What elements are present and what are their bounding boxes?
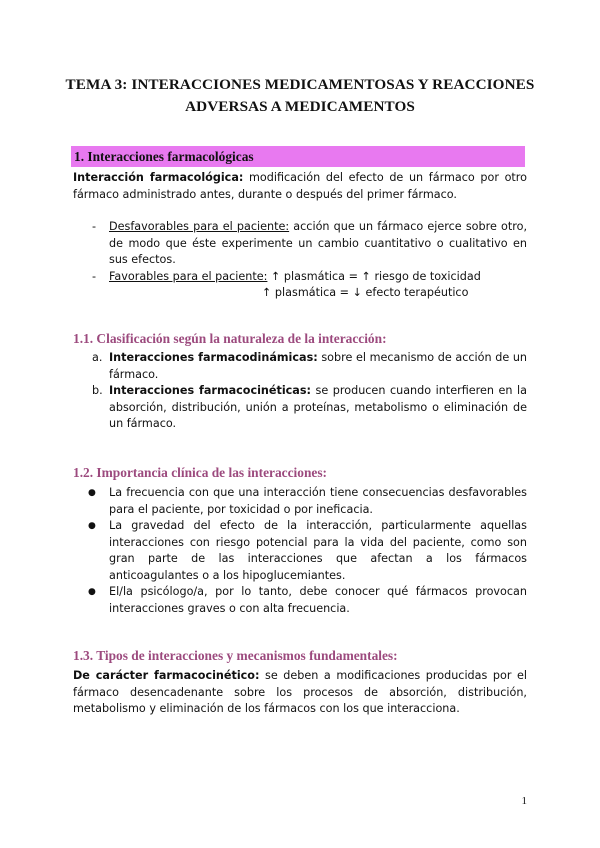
bullet-marker: ●: [88, 521, 96, 531]
dash-marker: -: [92, 220, 97, 233]
item-text: ↑ plasmática = ↑ riesgo de toxicidad: [267, 269, 481, 283]
subheading-tipos: 1.3. Tipos de interacciones y mecanismos fundamentales:: [73, 648, 398, 663]
definition-text: modificación del efecto de un fármaco por otro fármaco administrado antes, durante o después del primer fármaco.: [73, 171, 527, 201]
list-item-psicologo: [88, 584, 527, 617]
definition-term: Interacción farmacológica:: [73, 171, 244, 184]
page-number: 1: [521, 795, 527, 807]
letter-marker: b.: [92, 384, 103, 397]
item-text: acción que un fármaco ejerce sobre otro, de modo que éste experimente un cambio cuantitativo o cualitativo en sus efectos.: [109, 220, 527, 266]
subheading-clasificacion: 1.1. Clasificación según la naturaleza de la interacción:: [73, 331, 387, 346]
item-term: Favorables para el paciente:: [109, 269, 268, 283]
list-item-gravedad: [88, 518, 527, 584]
classification-list: [92, 350, 527, 433]
pharmacokinetic-paragraph: [73, 668, 527, 718]
paragraph-term: De carácter farmacocinético:: [73, 669, 260, 682]
list-item-farmacodinamicas: [92, 350, 527, 383]
importance-list: [88, 485, 527, 617]
document-title: [40, 74, 560, 118]
item-text: ↑ plasmática = ↓ efecto terapéutico: [262, 286, 469, 299]
item-text: La gravedad del efecto de la interacción, particularmente aquellas interacciones con riesgo potencial para la vida del paciente, como son gran parte de las interacciones que afectan a los fármacos anticoagulantes o a los hipoglucemiantes.: [109, 519, 527, 582]
list-item-desfavorables: [92, 219, 527, 269]
item-text: El/la psicólogo/a, por lo tanto, debe conocer qué fármacos provocan interacciones graves o con alta frecuencia.: [109, 585, 527, 615]
item-term: Interacciones farmacocinéticas:: [109, 384, 311, 397]
item-text: La frecuencia con que una interacción tiene consecuencias desfavorables para el paciente, por toxicidad o por ineficacia.: [109, 486, 527, 516]
list-item-continuation: [92, 285, 527, 302]
definition-paragraph: [73, 170, 527, 203]
item-term: Desfavorables para el paciente:: [109, 220, 290, 233]
list-item-farmacocineticas: [92, 383, 527, 433]
list-item-favorables: [92, 269, 527, 286]
list-item-frecuencia: [88, 485, 527, 518]
effects-list: [92, 219, 527, 302]
paragraph-text: se deben a modificaciones producidas por el fármaco desencadenante sobre los procesos de absorción, distribución, metabolismo y eliminación de los fármacos con los que interacciona.: [73, 669, 527, 715]
subheading-importancia: 1.2. Importancia clínica de las interacciones:: [73, 465, 328, 480]
bullet-marker: ●: [88, 587, 96, 597]
item-text: sobre el mecanismo de acción de un fármaco.: [109, 351, 528, 381]
item-text: se producen cuando interfieren en la absorción, distribución, unión a proteínas, metabolismo o eliminación de un fármaco.: [109, 384, 527, 430]
title-line-1: TEMA 3: INTERACCIONES MEDICAMENTOSAS Y REACCIONES: [65, 76, 535, 93]
section-heading-interacciones: 1. Interacciones farmacológicas: [71, 146, 525, 167]
letter-marker: a.: [92, 351, 103, 364]
bullet-marker: ●: [88, 488, 96, 498]
item-term: Interacciones farmacodinámicas:: [109, 351, 318, 364]
dash-marker: -: [92, 269, 97, 283]
title-line-2: ADVERSAS A MEDICAMENTOS: [185, 98, 415, 115]
